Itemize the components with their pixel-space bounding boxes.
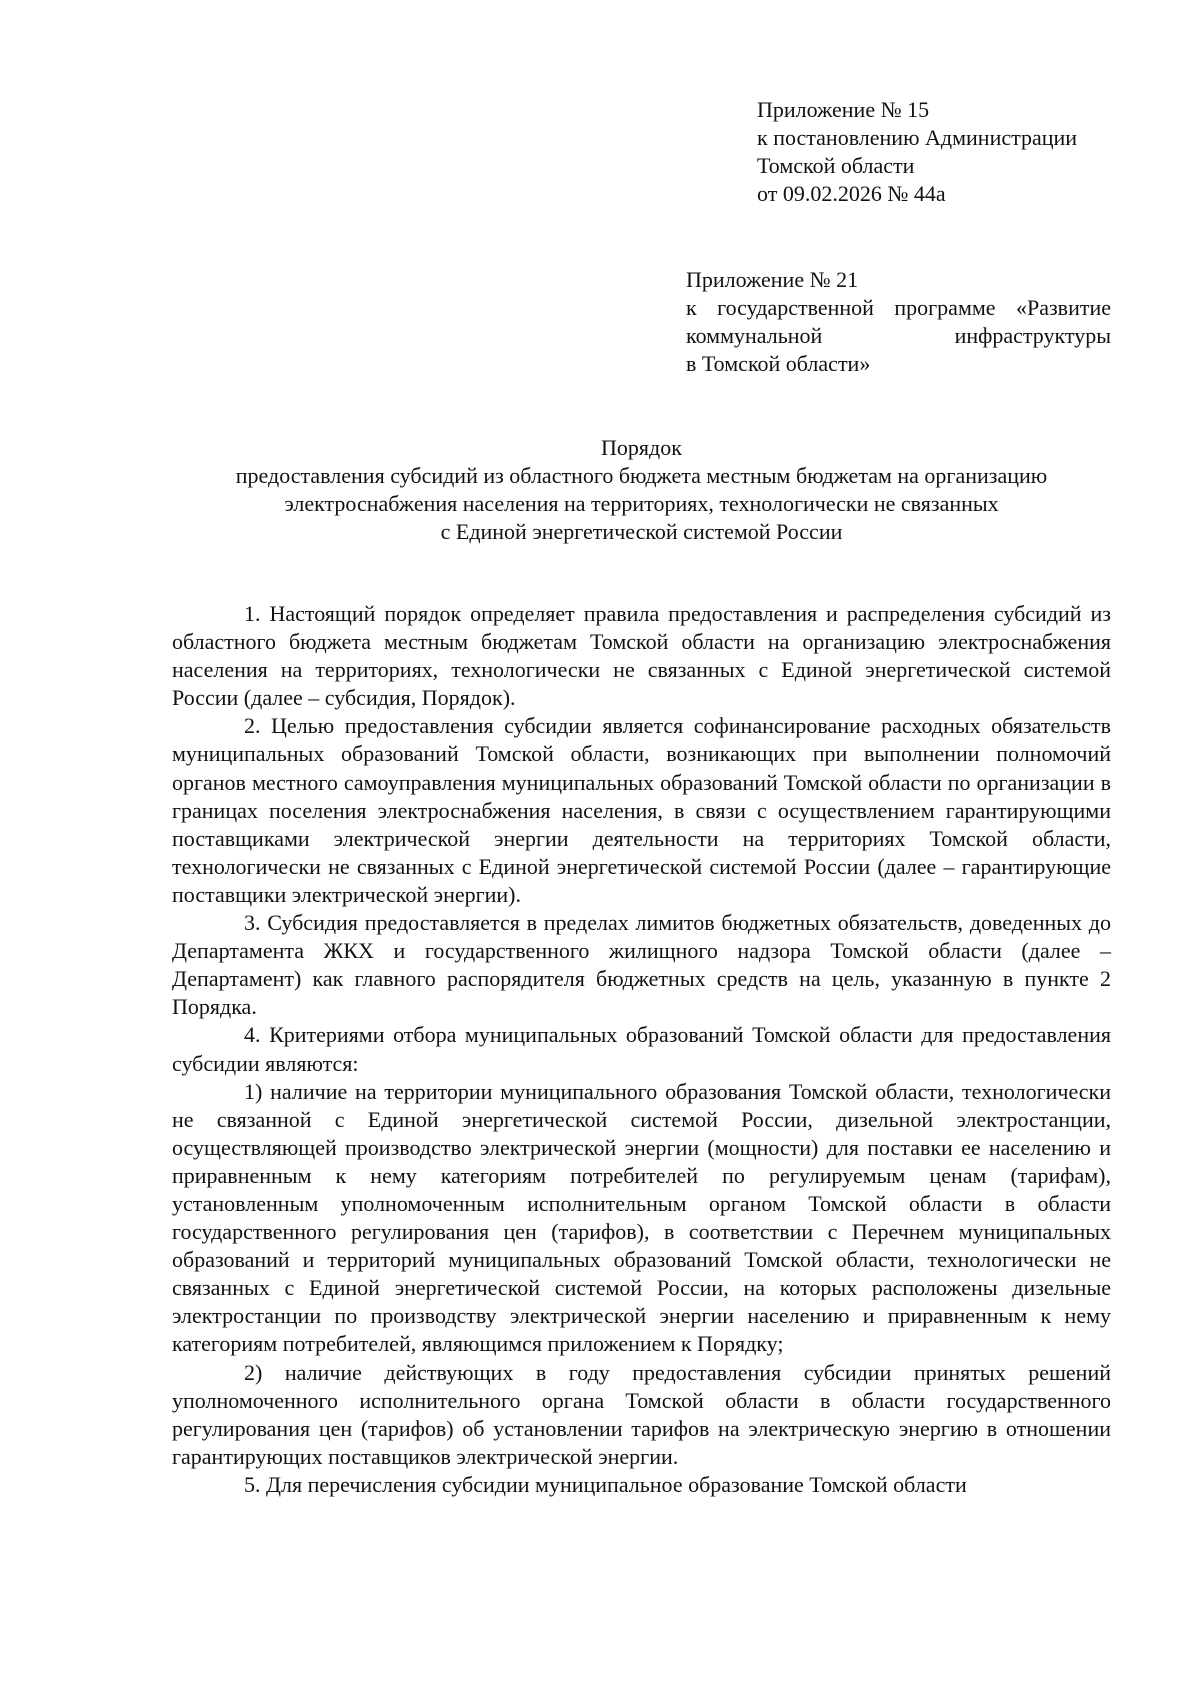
annex-21-number: Приложение № 21 [686, 267, 859, 292]
document-body [172, 600, 1111, 1499]
annex-15-date: от 09.02.2026 № 44а [757, 181, 946, 206]
title-line-1: предоставления субсидий из областного бюджета местным бюджетам на организацию [235, 463, 1048, 488]
annex-15-region: Томской области [757, 153, 915, 178]
annex-21-program-cont: коммунальной инфраструктуры [686, 323, 1111, 348]
paragraph-5: 5. Для перечисления субсидии муниципальное образование Томской области [244, 1471, 967, 1497]
document-title [172, 434, 1111, 546]
paragraph-4: 4. Критериями отбора муниципальных образований Томской области для предоставления субсидии являются: [172, 1022, 1111, 1076]
annex-15-resolution: к постановлению Администрации [757, 125, 1078, 150]
annex-21-header [686, 266, 1111, 378]
title-line-3: с Единой энергетической системой России [440, 519, 843, 544]
annex-15-header [757, 96, 1077, 208]
annex-15-number: Приложение № 15 [757, 97, 930, 122]
title-heading: Порядок [601, 435, 682, 460]
paragraph-4-item-1: 1) наличие на территории муниципального образования Томской области, технологически не связанной с Единой энергетической системой России, дизельной электростанции, осуществляющей производство электрической энергии (мощности) для поставки ее населению и приравненным к нему категориям потребителей по регулируемым ценам (тарифам), установленным уполномоченным исполнительным органом Томской области в области государственного регулирования цен (тарифов), в соответствии с Перечнем муниципальных образований и территорий муниципальных образований Томской области, технологически не связанных с Единой энергетической системой России, на которых расположены дизельные электростанции по производству электрической энергии населению и приравненным к нему категориям потребителей, являющимся приложением к Порядку; [172, 1078, 1111, 1357]
paragraph-3: 3. Субсидия предоставляется в пределах лимитов бюджетных обязательств, доведенных до Департамента ЖКХ и государственного жилищного надзора Томской области (далее – Департамент) как главного распорядителя бюджетных средств на цель, указанную в пункте 2 Порядка. [172, 910, 1111, 1020]
annex-21-region: в Томской области» [686, 351, 871, 376]
title-line-2: электроснабжения населения на территориях, технологически не связанных [284, 491, 999, 516]
paragraph-2: 2. Целью предоставления субсидии является софинансирование расходных обязательств муниципальных образований Томской области, возникающих при выполнении полномочий органов местного самоуправления муниципальных образований Томской области по организации в границах поселения электроснабжения населения, в связи с осуществлением гарантирующими поставщиками электрической энергии деятельности на территориях Томской области, технологически не связанных с Единой энергетической системой России (далее – гарантирующие поставщики электрической энергии). [172, 713, 1111, 907]
annex-21-program: к государственной программе «Развитие [686, 295, 1111, 320]
paragraph-1: 1. Настоящий порядок определяет правила предоставления и распределения субсидий из областного бюджета местным бюджетам Томской области на организацию электроснабжения населения на территориях, технологически не связанных с Единой энергетической системой России (далее – субсидия, Порядок). [172, 601, 1111, 711]
paragraph-4-item-2: 2) наличие действующих в году предоставления субсидии принятых решений уполномоченного исполнительного органа Томской области в области государственного регулирования цен (тарифов) об установлении тарифов на электрическую энергию в отношении гарантирующих поставщиков электрической энергии. [172, 1359, 1111, 1469]
